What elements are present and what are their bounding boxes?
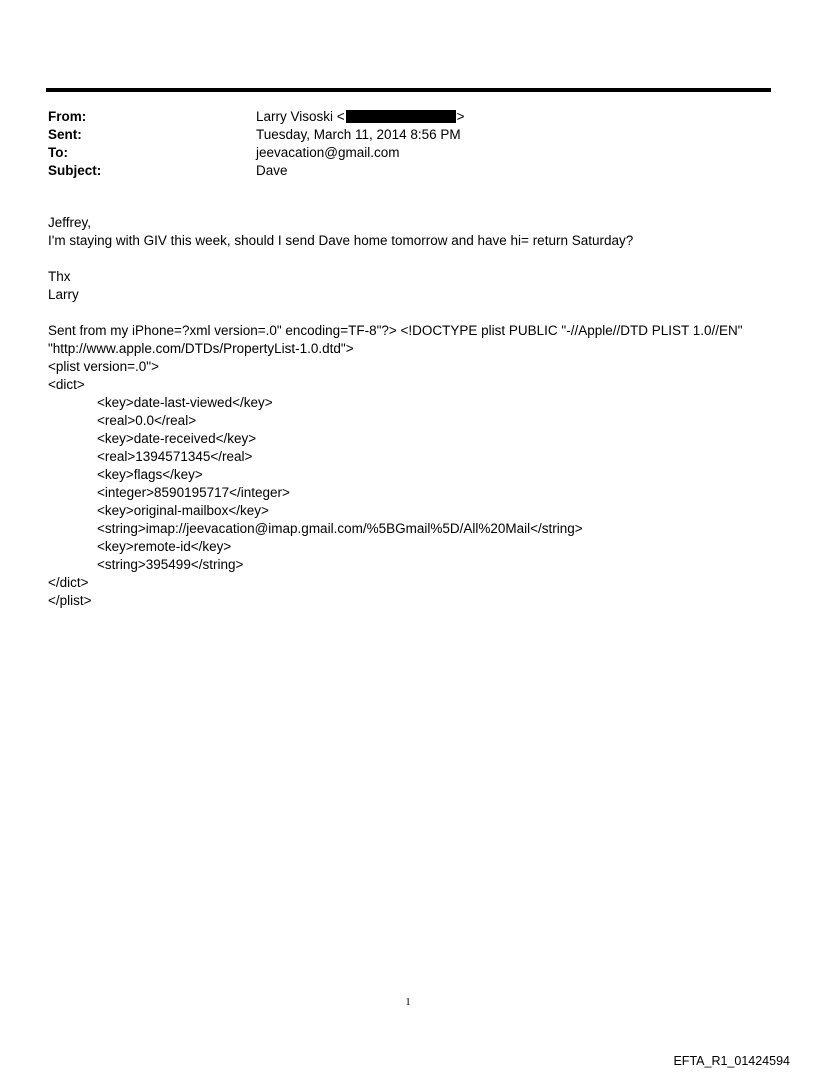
redaction-box: [346, 110, 456, 123]
plist-close: </plist>: [48, 593, 92, 608]
dict-line: <real>1394571345</real>: [97, 449, 253, 464]
document-id: EFTA_R1_01424594: [673, 1054, 790, 1068]
dict-line: <key>flags</key>: [97, 467, 203, 482]
to-value: jeevacation@gmail.com: [256, 145, 400, 160]
dict-line: <string>395499</string>: [97, 557, 244, 572]
dict-line: <key>date-received</key>: [97, 431, 257, 446]
email-body: [48, 214, 788, 610]
to-label: To:: [48, 145, 68, 160]
page-number: 1: [405, 996, 411, 1008]
dict-close: </dict>: [48, 575, 89, 590]
email-header: [48, 108, 748, 180]
dict-line: <real>0.0</real>: [97, 413, 197, 428]
subject-label: Subject:: [48, 163, 102, 178]
from-name: Larry Visoski <: [256, 109, 345, 124]
subject-row: [48, 162, 748, 180]
sent-value: Tuesday, March 11, 2014 8:56 PM: [256, 127, 461, 142]
signature: Larry: [48, 287, 79, 302]
from-row: [48, 108, 748, 126]
from-label: From:: [48, 109, 87, 124]
dict-open: <dict>: [48, 377, 85, 392]
from-close: >: [456, 109, 465, 124]
dict-line: <key>original-mailbox</key>: [97, 503, 269, 518]
sent-label: Sent:: [48, 127, 82, 142]
spacer: [48, 250, 788, 268]
message-text: I'm staying with GIV this week, should I send Dave home tomorrow and have hi= return Saturday?: [48, 233, 634, 248]
sent-from-line-2: "http://www.apple.com/DTDs/PropertyList-1.0.dtd">: [48, 341, 354, 356]
greeting: Jeffrey,: [48, 215, 92, 230]
sent-from-line-1: Sent from my iPhone=?xml version=.0" encoding=TF-8"?> <!DOCTYPE plist PUBLIC "-//Apple//DTD PLIST 1.0//EN": [48, 323, 743, 338]
sent-row: [48, 126, 748, 144]
subject-value: Dave: [256, 163, 288, 178]
dict-line: <string>imap://jeevacation@imap.gmail.com/%5BGmail%5D/All%20Mail</string>: [97, 521, 583, 536]
plist-open: <plist version=.0">: [48, 359, 159, 374]
header-rule: [46, 88, 771, 92]
dict-line: <key>date-last-viewed</key>: [97, 395, 273, 410]
dict-line: <key>remote-id</key>: [97, 539, 232, 554]
to-row: [48, 144, 748, 162]
from-value: [256, 108, 465, 126]
signoff: Thx: [48, 269, 71, 284]
dict-line: <integer>8590195717</integer>: [97, 485, 290, 500]
spacer: [48, 304, 788, 322]
